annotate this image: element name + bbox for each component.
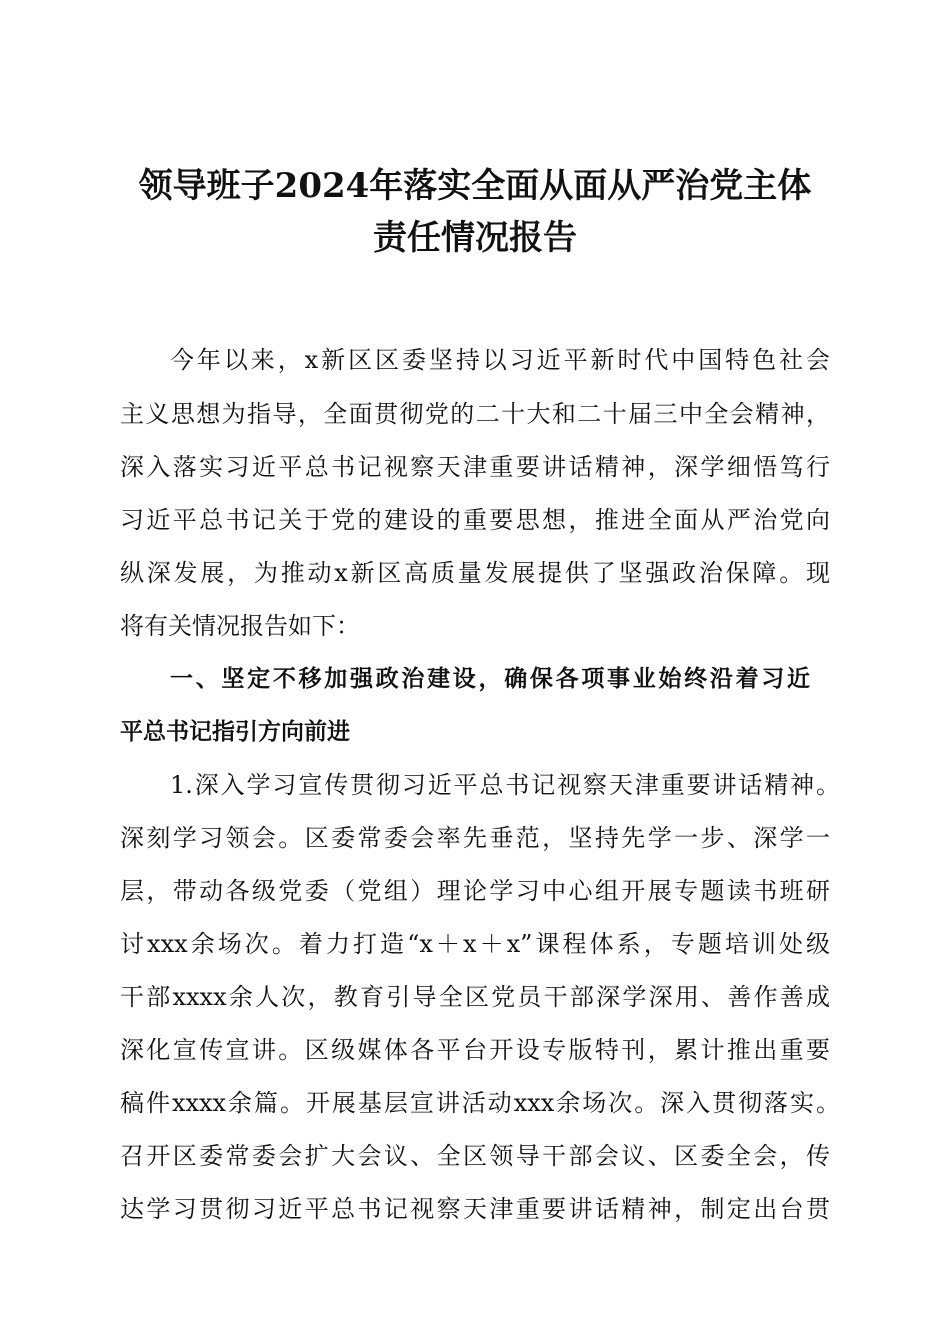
title-line: 责任情况报告: [373, 218, 577, 258]
body-line: 1.深入学习宣传贯彻习近平总书记视察天津重要讲话精神。: [170, 771, 840, 799]
body-line: 今年以来，x新区区委坚持以习近平新时代中国特色社会: [170, 346, 830, 374]
title-line: 领导班子2024年落实全面从面从严治党主体: [138, 166, 812, 206]
body-line: 纵深发展，为推动x新区高质量发展提供了坚强政治保障。现: [120, 559, 830, 587]
body-line: 习近平总书记关于党的建设的重要思想，推进全面从严治党向: [120, 506, 830, 534]
body-line: 干部xxxx余人次，教育引导全区党员干部深学深用、善作善成: [120, 983, 830, 1011]
body-line: 深刻学习领会。区委常委会率先垂范，坚持先学一步、深学一: [120, 824, 830, 852]
section-heading: 一、坚定不移加强政治建设，确保各项事业始终沿着习近: [170, 666, 810, 692]
body-line: 层，带动各级党委（党组）理论学习中心组开展专题读书班研: [120, 877, 830, 905]
body-line: 深化宣传宣讲。区级媒体各平台开设专版特刊，累计推出重要: [120, 1036, 830, 1064]
section-heading: 平总书记指引方向前进: [120, 719, 350, 745]
body-line: 达学习贯彻习近平总书记视察天津重要讲话精神，制定出台贯: [120, 1195, 830, 1223]
body-line: 将有关情况报告如下：: [120, 612, 360, 640]
body-line: 深入落实习近平总书记视察天津重要讲话精神，深学细悟笃行: [120, 453, 830, 481]
body-line: 稿件xxxx余篇。开展基层宣讲活动xxx余场次。深入贯彻落实。: [120, 1089, 840, 1117]
document-title: [100, 160, 850, 264]
body-line: 主义思想为指导，全面贯彻党的二十大和二十届三中全会精神，: [120, 400, 830, 428]
body-line: 召开区委常委会扩大会议、全区领导干部会议、区委全会，传: [120, 1142, 830, 1170]
body-line: 讨xxx余场次。着力打造“x＋x＋x”课程体系，专题培训处级: [120, 930, 830, 958]
